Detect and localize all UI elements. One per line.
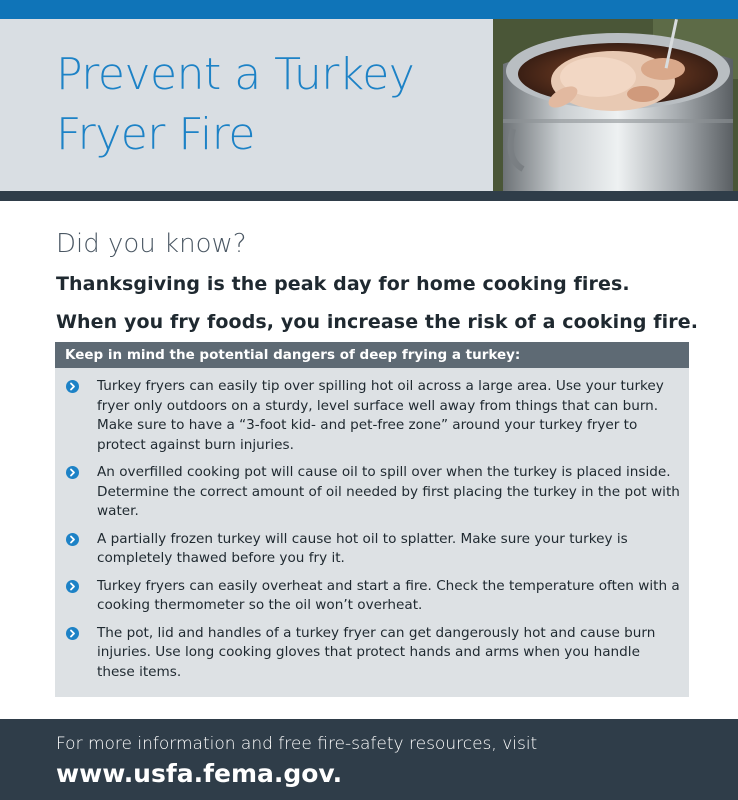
list-item-text: An overfilled cooking pot will cause oil to spill over when the turkey is placed inside. Determine the correct amount of oil needed by first placing the turkey in the pot with water. [97, 464, 680, 519]
title-line-1: Prevent a Turkey [56, 49, 415, 100]
fact-thanksgiving-peak: Thanksgiving is the peak day for home cooking fires. [56, 273, 630, 295]
turkey-fryer-photo [493, 19, 738, 191]
list-item [55, 624, 689, 683]
chevron-right-circle-icon [66, 627, 79, 640]
list-item [55, 577, 689, 616]
page-title [56, 45, 476, 165]
list-item-text: Turkey fryers can easily tip over spilling hot oil across a large area. Use your turkey fryer only outdoors on a sturdy, level surface well away from things that can burn. Make sure to have a “3-foot kid- and pet-free zone” around your turkey fryer to protect against burn injuries. [97, 378, 664, 453]
list-item [55, 377, 689, 455]
chevron-right-circle-icon [66, 533, 79, 546]
footer-website-link[interactable]: www.usfa.fema.gov. [56, 759, 343, 788]
chevron-right-circle-icon [66, 580, 79, 593]
fact-frying-risk: When you fry foods, you increase the risk of a cooking fire. [56, 311, 699, 333]
hero-banner [0, 19, 738, 191]
list-item-text: Turkey fryers can easily overheat and start a fire. Check the temperature often with a cooking thermometer so the oil won’t overheat. [97, 577, 680, 613]
footer-info-text: For more information and free fire-safety resources, visit [56, 734, 538, 754]
list-item [55, 463, 689, 522]
did-you-know-heading: Did you know? [56, 229, 247, 259]
chevron-right-circle-icon [66, 380, 79, 393]
list-item-text: A partially frozen turkey will cause hot oil to splatter. Make sure your turkey is completely thawed before you fry it. [97, 530, 628, 566]
footer [0, 719, 738, 800]
hero-divider-bar [0, 191, 738, 201]
dangers-panel-heading: Keep in mind the potential dangers of deep frying a turkey: [55, 342, 689, 368]
chevron-right-circle-icon [66, 466, 79, 479]
list-item [55, 530, 689, 569]
list-item-text: The pot, lid and handles of a turkey fryer can get dangerously hot and cause burn injuries. Use long cooking gloves that protect hands and arms when you handle these items. [97, 624, 656, 680]
dangers-panel [55, 342, 689, 697]
dangers-list [55, 368, 689, 682]
title-line-2: Fryer Fire [56, 109, 255, 160]
top-accent-bar [0, 0, 738, 19]
